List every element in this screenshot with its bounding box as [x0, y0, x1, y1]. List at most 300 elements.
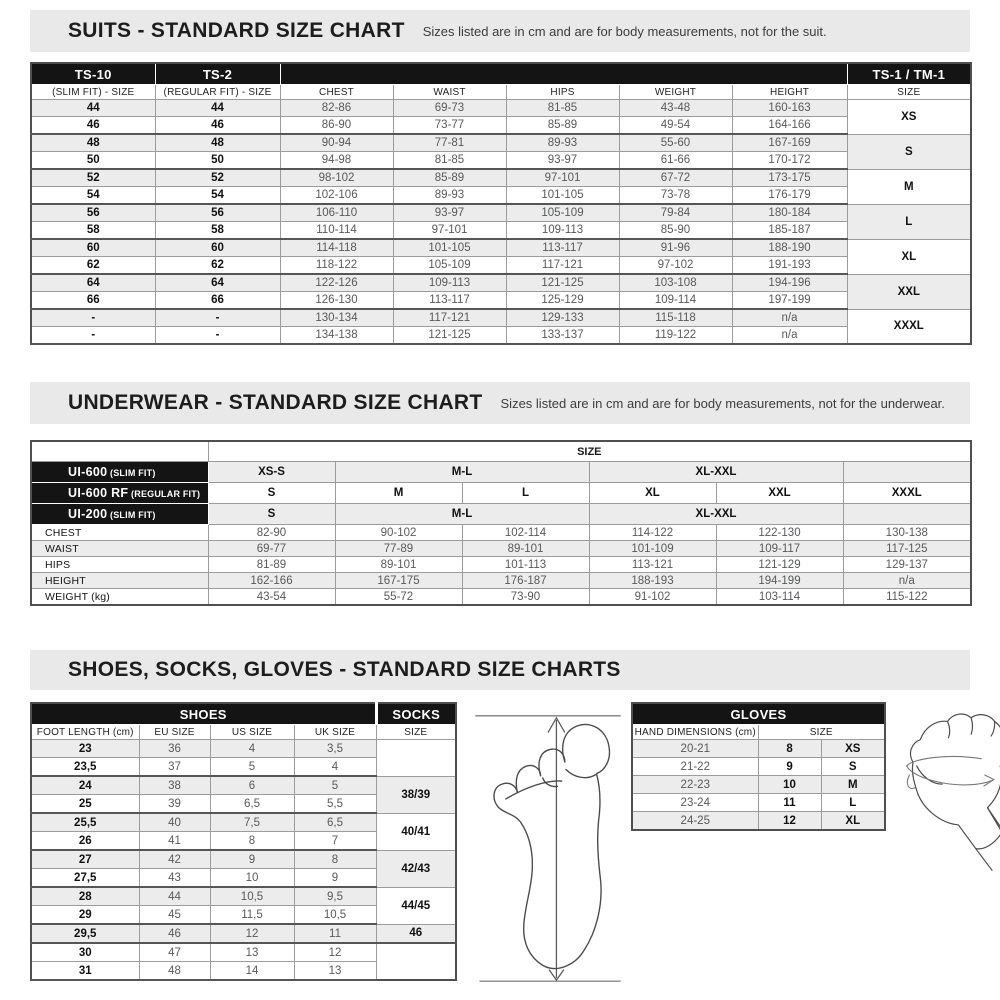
suits-size-cell: S [847, 134, 971, 169]
shoes-uk-size-cell: 5 [294, 776, 376, 795]
shoes-us-size-cell: 10 [210, 869, 294, 888]
shoes-foot-length-cell: 29 [31, 906, 139, 925]
underwear-value-cell: 162-166 [208, 573, 335, 589]
shoes-eu-size-cell: 41 [139, 832, 210, 851]
suits-title-band [30, 10, 970, 52]
suits-ts10-cell: 50 [31, 152, 155, 170]
suits-subcol-waist: WAIST [393, 85, 506, 100]
suits-subcol-size: SIZE [847, 85, 971, 100]
underwear-size-cell [843, 462, 971, 483]
table-row [31, 589, 971, 606]
suits-hips-cell: 81-85 [506, 100, 619, 117]
suits-size-cell: M [847, 169, 971, 204]
shoes-uk-size-cell: 7 [294, 832, 376, 851]
shoes-us-size-cell: 11,5 [210, 906, 294, 925]
suits-ts2-cell: 66 [155, 292, 280, 310]
underwear-measure-label: HEIGHT [31, 573, 208, 589]
underwear-size-cell: L [462, 483, 589, 504]
socks-size-cell [376, 740, 456, 777]
underwear-value-cell: 73-90 [462, 589, 589, 606]
suits-table-body [31, 100, 971, 345]
suits-col-ts10: TS-10 [31, 63, 155, 85]
gloves-size-number-cell: 10 [758, 776, 821, 794]
gloves-size-letter-cell: S [821, 758, 885, 776]
suits-ts10-cell: 58 [31, 222, 155, 240]
suits-hips-cell: 113-117 [506, 239, 619, 257]
underwear-measure-label: WAIST [31, 541, 208, 557]
underwear-size-cell [843, 504, 971, 525]
underwear-header-spacer [31, 441, 208, 462]
suits-ts2-cell: 56 [155, 204, 280, 222]
underwear-model-fit: (REGULAR FIT) [128, 489, 201, 499]
underwear-measure-label: WEIGHT (kg) [31, 589, 208, 606]
underwear-value-cell: 43-54 [208, 589, 335, 606]
footwear-section [30, 650, 970, 994]
table-row [632, 758, 885, 776]
suits-weight-cell: 91-96 [619, 239, 732, 257]
suits-height-cell: 160-163 [732, 100, 847, 117]
shoes-uk-size-cell: 4 [294, 758, 376, 777]
table-row [31, 169, 971, 187]
suits-chest-cell: 110-114 [280, 222, 393, 240]
underwear-model-fit: (SLIM FIT) [107, 510, 156, 520]
suits-section [30, 10, 970, 345]
suits-chest-cell: 90-94 [280, 134, 393, 152]
shoes-col-uk-size: UK SIZE [294, 725, 376, 740]
suits-weight-cell: 115-118 [619, 309, 732, 327]
shoes-eu-size-cell: 42 [139, 850, 210, 869]
shoes-foot-length-cell: 25 [31, 795, 139, 814]
shoes-socks-table [30, 702, 457, 981]
underwear-size-cell: M-L [335, 504, 589, 525]
table-row [31, 152, 971, 170]
shoes-eu-size-cell: 36 [139, 740, 210, 758]
gloves-col-hand-dimensions: HAND DIMENSIONS (cm) [632, 725, 758, 740]
table-row [31, 100, 971, 117]
shoes-uk-size-cell: 9,5 [294, 887, 376, 906]
shoes-foot-length-cell: 25,5 [31, 813, 139, 832]
suits-waist-cell: 85-89 [393, 169, 506, 187]
suits-waist-cell: 81-85 [393, 152, 506, 170]
suits-chest-cell: 130-134 [280, 309, 393, 327]
shoes-eu-size-cell: 37 [139, 758, 210, 777]
underwear-value-cell: 117-125 [843, 541, 971, 557]
foot-length-diagram [469, 704, 627, 994]
shoes-eu-size-cell: 44 [139, 887, 210, 906]
table-row [31, 292, 971, 310]
suits-weight-cell: 85-90 [619, 222, 732, 240]
shoes-eu-size-cell: 39 [139, 795, 210, 814]
suits-weight-cell: 49-54 [619, 117, 732, 135]
table-row [632, 794, 885, 812]
gloves-size-letter-cell: XS [821, 740, 885, 758]
suits-waist-cell: 97-101 [393, 222, 506, 240]
suits-weight-cell: 67-72 [619, 169, 732, 187]
underwear-size-cell: S [208, 504, 335, 525]
table-row [632, 776, 885, 794]
underwear-value-cell: 167-175 [335, 573, 462, 589]
suits-chest-cell: 122-126 [280, 274, 393, 292]
suits-weight-cell: 109-114 [619, 292, 732, 310]
shoes-eu-size-cell: 48 [139, 962, 210, 981]
suits-ts2-cell: 44 [155, 100, 280, 117]
suits-size-cell: XXXL [847, 309, 971, 344]
hand-measurement-illustration [894, 706, 1000, 874]
suits-weight-cell: 61-66 [619, 152, 732, 170]
shoes-foot-length-cell: 26 [31, 832, 139, 851]
suits-table-header [31, 63, 971, 100]
suits-ts10-cell: 54 [31, 187, 155, 205]
suits-subcol-chest: CHEST [280, 85, 393, 100]
socks-size-cell: 42/43 [376, 850, 456, 887]
shoes-uk-size-cell: 5,5 [294, 795, 376, 814]
suits-hips-cell: 93-97 [506, 152, 619, 170]
underwear-value-cell: 194-199 [716, 573, 843, 589]
suits-height-cell: 194-196 [732, 274, 847, 292]
underwear-value-cell: 121-129 [716, 557, 843, 573]
suits-weight-cell: 43-48 [619, 100, 732, 117]
underwear-subtitle: Sizes listed are in cm and are for body measurements, not for the underwear. [500, 395, 945, 411]
suits-ts10-cell: 52 [31, 169, 155, 187]
socks-header: SOCKS [376, 703, 456, 725]
suits-chest-cell: 114-118 [280, 239, 393, 257]
table-row [31, 943, 456, 962]
suits-subcol-regular-fit: (REGULAR FIT) - SIZE [155, 85, 280, 100]
gloves-hand-dimensions-cell: 20-21 [632, 740, 758, 758]
table-row [31, 327, 971, 345]
underwear-model-name: UI-600 RF [68, 486, 129, 500]
table-row [31, 525, 971, 541]
suits-height-cell: n/a [732, 327, 847, 345]
underwear-size-cell: M-L [335, 462, 589, 483]
table-row [31, 924, 456, 943]
suits-ts10-cell: 46 [31, 117, 155, 135]
gloves-hand-dimensions-cell: 24-25 [632, 812, 758, 831]
shoes-us-size-cell: 6 [210, 776, 294, 795]
shoes-us-size-cell: 6,5 [210, 795, 294, 814]
suits-table [30, 62, 972, 345]
underwear-value-cell: 89-101 [335, 557, 462, 573]
suits-height-cell: 170-172 [732, 152, 847, 170]
underwear-value-cell: 101-109 [589, 541, 716, 557]
suits-height-cell: 167-169 [732, 134, 847, 152]
underwear-value-cell: 90-102 [335, 525, 462, 541]
suits-hips-cell: 129-133 [506, 309, 619, 327]
suits-subtitle: Sizes listed are in cm and are for body measurements, not for the suit. [422, 23, 827, 39]
gloves-header: GLOVES [632, 703, 885, 725]
suits-size-cell: L [847, 204, 971, 239]
suits-weight-cell: 103-108 [619, 274, 732, 292]
suits-chest-cell: 82-86 [280, 100, 393, 117]
table-row [31, 204, 971, 222]
suits-col-ts2: TS-2 [155, 63, 280, 85]
shoes-eu-size-cell: 38 [139, 776, 210, 795]
footwear-title-band [30, 650, 970, 690]
suits-waist-cell: 89-93 [393, 187, 506, 205]
shoes-uk-size-cell: 10,5 [294, 906, 376, 925]
gloves-size-letter-cell: XL [821, 812, 885, 831]
shoes-uk-size-cell: 12 [294, 943, 376, 962]
underwear-value-cell: 55-72 [335, 589, 462, 606]
shoes-foot-length-cell: 31 [31, 962, 139, 981]
suits-ts2-cell: - [155, 309, 280, 327]
suits-weight-cell: 73-78 [619, 187, 732, 205]
shoes-eu-size-cell: 40 [139, 813, 210, 832]
suits-hips-cell: 101-105 [506, 187, 619, 205]
underwear-size-cell: XL-XXL [589, 504, 843, 525]
underwear-title: UNDERWEAR - STANDARD SIZE CHART [68, 391, 483, 414]
underwear-size-cell: XS-S [208, 462, 335, 483]
shoes-uk-size-cell: 8 [294, 850, 376, 869]
underwear-table-body [31, 462, 971, 606]
suits-size-cell: XXL [847, 274, 971, 309]
gloves-hand-dimensions-cell: 22-23 [632, 776, 758, 794]
gloves-table-header [632, 703, 885, 740]
suits-chest-cell: 98-102 [280, 169, 393, 187]
shoes-foot-length-cell: 27 [31, 850, 139, 869]
underwear-value-cell: 188-193 [589, 573, 716, 589]
shoes-eu-size-cell: 45 [139, 906, 210, 925]
gloves-size-number-cell: 9 [758, 758, 821, 776]
suits-ts2-cell: 54 [155, 187, 280, 205]
foot-measurement-illustration [469, 704, 627, 994]
table-row [31, 239, 971, 257]
table-row [31, 541, 971, 557]
suits-waist-cell: 77-81 [393, 134, 506, 152]
suits-waist-cell: 105-109 [393, 257, 506, 275]
underwear-value-cell: 101-113 [462, 557, 589, 573]
underwear-model-cell [31, 462, 208, 483]
gloves-size-number-cell: 11 [758, 794, 821, 812]
suits-height-cell: 176-179 [732, 187, 847, 205]
suits-subcol-slim-fit: (SLIM FIT) - SIZE [31, 85, 155, 100]
suits-height-cell: 173-175 [732, 169, 847, 187]
shoes-us-size-cell: 8 [210, 832, 294, 851]
suits-hips-cell: 109-113 [506, 222, 619, 240]
underwear-model-fit: (SLIM FIT) [107, 468, 156, 478]
suits-ts10-cell: 66 [31, 292, 155, 310]
table-row [31, 776, 456, 795]
gloves-col-size: SIZE [758, 725, 885, 740]
table-row [632, 740, 885, 758]
suits-title: SUITS - STANDARD SIZE CHART [68, 19, 405, 42]
socks-size-cell: 40/41 [376, 813, 456, 850]
socks-size-cell [376, 943, 456, 980]
content [0, 10, 1000, 994]
table-row [31, 740, 456, 758]
suits-ts10-cell: - [31, 327, 155, 345]
shoes-table-body [31, 740, 456, 981]
shoes-us-size-cell: 14 [210, 962, 294, 981]
shoes-us-size-cell: 7,5 [210, 813, 294, 832]
suits-chest-cell: 134-138 [280, 327, 393, 345]
suits-chest-cell: 126-130 [280, 292, 393, 310]
suits-size-cell: XL [847, 239, 971, 274]
socks-size-cell: 38/39 [376, 776, 456, 813]
suits-hips-cell: 89-93 [506, 134, 619, 152]
shoes-foot-length-cell: 29,5 [31, 924, 139, 943]
suits-height-cell: 191-193 [732, 257, 847, 275]
shoes-uk-size-cell: 13 [294, 962, 376, 981]
suits-col-ts1-tm1: TS-1 / TM-1 [847, 63, 971, 85]
suits-chest-cell: 102-106 [280, 187, 393, 205]
table-row [31, 573, 971, 589]
underwear-model-cell [31, 483, 208, 504]
shoes-eu-size-cell: 43 [139, 869, 210, 888]
suits-hips-cell: 117-121 [506, 257, 619, 275]
shoes-us-size-cell: 9 [210, 850, 294, 869]
suits-ts2-cell: 52 [155, 169, 280, 187]
shoes-col-us-size: US SIZE [210, 725, 294, 740]
table-row [31, 483, 971, 504]
table-row [31, 309, 971, 327]
suits-ts10-cell: 56 [31, 204, 155, 222]
suits-header-spacer [280, 63, 847, 85]
shoes-eu-size-cell: 47 [139, 943, 210, 962]
table-row [31, 222, 971, 240]
suits-waist-cell: 117-121 [393, 309, 506, 327]
suits-ts2-cell: 50 [155, 152, 280, 170]
underwear-table [30, 440, 972, 606]
underwear-value-cell: 102-114 [462, 525, 589, 541]
underwear-value-cell: 81-89 [208, 557, 335, 573]
footwear-charts-row [30, 702, 970, 994]
suits-waist-cell: 109-113 [393, 274, 506, 292]
suits-ts2-cell: 48 [155, 134, 280, 152]
shoes-us-size-cell: 5 [210, 758, 294, 777]
suits-weight-cell: 119-122 [619, 327, 732, 345]
shoes-foot-length-cell: 23 [31, 740, 139, 758]
gloves-size-number-cell: 8 [758, 740, 821, 758]
suits-subcol-weight: WEIGHT [619, 85, 732, 100]
shoes-col-foot-length: FOOT LENGTH (cm) [31, 725, 139, 740]
shoes-uk-size-cell: 9 [294, 869, 376, 888]
table-row [31, 462, 971, 483]
suits-waist-cell: 121-125 [393, 327, 506, 345]
hand-circumference-diagram [894, 706, 1000, 874]
shoes-uk-size-cell: 6,5 [294, 813, 376, 832]
suits-weight-cell: 55-60 [619, 134, 732, 152]
socks-size-cell: 44/45 [376, 887, 456, 924]
suits-height-cell: 180-184 [732, 204, 847, 222]
underwear-size-cell: XXL [716, 483, 843, 504]
shoes-uk-size-cell: 3,5 [294, 740, 376, 758]
shoes-col-eu-size: EU SIZE [139, 725, 210, 740]
suits-height-cell: n/a [732, 309, 847, 327]
underwear-model-name: UI-200 [68, 507, 108, 521]
table-row [31, 850, 456, 869]
suits-height-cell: 164-166 [732, 117, 847, 135]
underwear-size-cell: M [335, 483, 462, 504]
underwear-value-cell: 130-138 [843, 525, 971, 541]
table-row [31, 117, 971, 135]
suits-height-cell: 188-190 [732, 239, 847, 257]
underwear-title-band [30, 382, 970, 424]
suits-hips-cell: 105-109 [506, 204, 619, 222]
socks-size-cell: 46 [376, 924, 456, 943]
underwear-value-cell: 91-102 [589, 589, 716, 606]
suits-waist-cell: 93-97 [393, 204, 506, 222]
shoes-us-size-cell: 4 [210, 740, 294, 758]
underwear-size-cell: XL-XXL [589, 462, 843, 483]
table-row [31, 887, 456, 906]
underwear-section [30, 382, 970, 606]
gloves-size-letter-cell: L [821, 794, 885, 812]
table-row [31, 134, 971, 152]
underwear-table-header [31, 441, 971, 462]
suits-subcol-height: HEIGHT [732, 85, 847, 100]
gloves-size-number-cell: 12 [758, 812, 821, 831]
gloves-size-letter-cell: M [821, 776, 885, 794]
suits-ts2-cell: 62 [155, 257, 280, 275]
table-row [31, 274, 971, 292]
underwear-value-cell: 89-101 [462, 541, 589, 557]
underwear-size-cell: S [208, 483, 335, 504]
table-row [31, 187, 971, 205]
table-row [31, 257, 971, 275]
shoes-us-size-cell: 13 [210, 943, 294, 962]
suits-hips-cell: 121-125 [506, 274, 619, 292]
underwear-size-header: SIZE [208, 441, 971, 462]
underwear-value-cell: 82-90 [208, 525, 335, 541]
suits-ts2-cell: 64 [155, 274, 280, 292]
underwear-value-cell: 176-187 [462, 573, 589, 589]
gloves-table-wrap [631, 702, 886, 831]
suits-hips-cell: 85-89 [506, 117, 619, 135]
shoes-foot-length-cell: 30 [31, 943, 139, 962]
underwear-model-name: UI-600 [68, 465, 108, 479]
shoes-foot-length-cell: 28 [31, 887, 139, 906]
shoes-foot-length-cell: 24 [31, 776, 139, 795]
suits-weight-cell: 79-84 [619, 204, 732, 222]
suits-waist-cell: 101-105 [393, 239, 506, 257]
underwear-value-cell: 69-77 [208, 541, 335, 557]
underwear-value-cell: 109-117 [716, 541, 843, 557]
underwear-size-cell: XL [589, 483, 716, 504]
table-row [31, 504, 971, 525]
underwear-value-cell: 77-89 [335, 541, 462, 557]
underwear-value-cell: 113-121 [589, 557, 716, 573]
suits-chest-cell: 86-90 [280, 117, 393, 135]
shoes-us-size-cell: 12 [210, 924, 294, 943]
shoes-header: SHOES [31, 703, 376, 725]
socks-col-size: SIZE [376, 725, 456, 740]
underwear-value-cell: 114-122 [589, 525, 716, 541]
suits-height-cell: 185-187 [732, 222, 847, 240]
gloves-hand-dimensions-cell: 21-22 [632, 758, 758, 776]
suits-waist-cell: 69-73 [393, 100, 506, 117]
suits-chest-cell: 106-110 [280, 204, 393, 222]
underwear-value-cell: n/a [843, 573, 971, 589]
shoes-uk-size-cell: 11 [294, 924, 376, 943]
underwear-measure-label: CHEST [31, 525, 208, 541]
suits-waist-cell: 73-77 [393, 117, 506, 135]
suits-ts2-cell: 46 [155, 117, 280, 135]
suits-waist-cell: 113-117 [393, 292, 506, 310]
suits-weight-cell: 97-102 [619, 257, 732, 275]
table-row [31, 557, 971, 573]
suits-ts10-cell: 44 [31, 100, 155, 117]
suits-ts10-cell: 64 [31, 274, 155, 292]
gloves-hand-dimensions-cell: 23-24 [632, 794, 758, 812]
shoes-foot-length-cell: 27,5 [31, 869, 139, 888]
suits-ts10-cell: 48 [31, 134, 155, 152]
suits-chest-cell: 94-98 [280, 152, 393, 170]
shoes-table-header [31, 703, 456, 740]
underwear-value-cell: 122-130 [716, 525, 843, 541]
gloves-table [631, 702, 886, 831]
gloves-table-body [632, 740, 885, 831]
